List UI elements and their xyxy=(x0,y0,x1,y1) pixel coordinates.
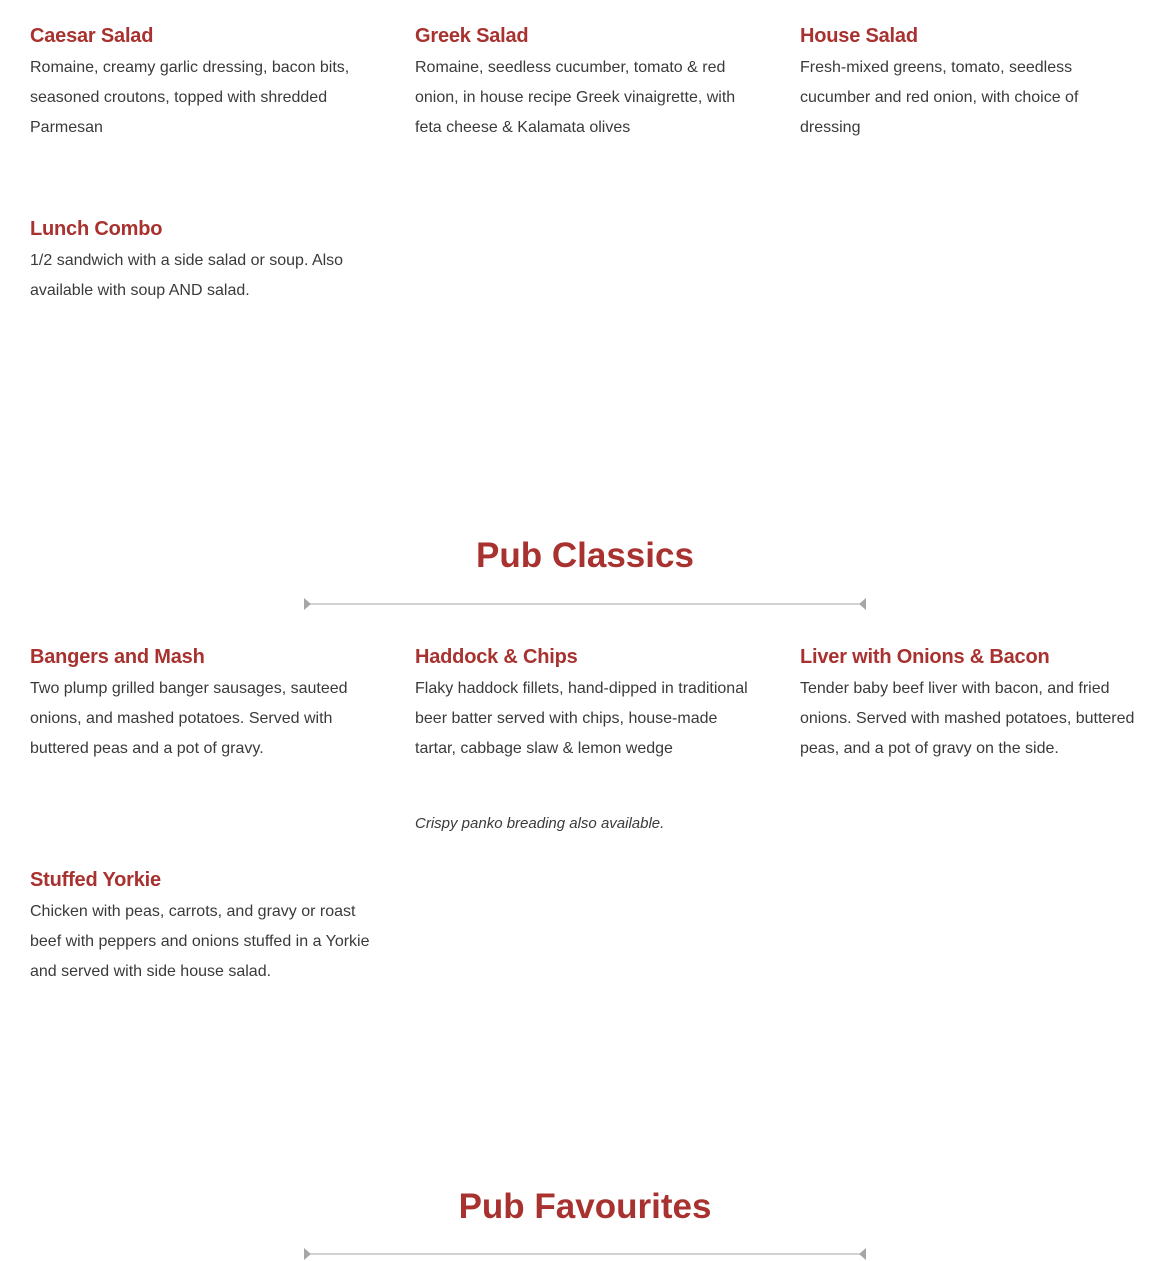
menu-item-bangers-and-mash xyxy=(30,644,370,764)
menu-item-stuffed-yorkie xyxy=(30,867,370,987)
menu-item-title: Haddock & Chips xyxy=(415,646,578,668)
section-title-pub-classics: Pub Classics xyxy=(476,536,694,575)
menu-item-title: Caesar Salad xyxy=(30,25,154,47)
menu-item-title: Lunch Combo xyxy=(30,218,163,240)
menu-item-description: Chicken with peas, carrots, and gravy or roast beef with peppers and onions stuffed in a Yorkie and served with side house salad. xyxy=(30,903,370,980)
menu-item-title: Liver with Onions & Bacon xyxy=(800,646,1050,668)
menu-item-description: Two plump grilled banger sausages, sauteed onions, and mashed potatoes. Served with buttered peas and a pot of gravy. xyxy=(30,680,348,757)
menu-item-description: Romaine, seedless cucumber, tomato & red onion, in house recipe Greek vinaigrette, with feta cheese & Kalamata olives xyxy=(415,59,736,136)
menu-item-haddock-and-chips xyxy=(415,644,755,764)
menu-item-house-salad xyxy=(800,23,1140,143)
menu-item-description: Fresh-mixed greens, tomato, seedless cucumber and red onion, with choice of dressing xyxy=(800,59,1079,136)
menu-item-title: Greek Salad xyxy=(415,25,529,47)
section-divider xyxy=(304,597,866,611)
menu-item-title: House Salad xyxy=(800,25,918,47)
menu-item-greek-salad xyxy=(415,23,755,143)
menu-item-lunch-combo xyxy=(30,216,370,306)
menu-item-description: 1/2 sandwich with a side salad or soup. Also available with soup AND salad. xyxy=(30,252,344,299)
menu-item-liver-onions-bacon xyxy=(800,644,1145,764)
menu-item-description: Flaky haddock fillets, hand-dipped in traditional beer batter served with chips, house-made tartar, cabbage slaw & lemon wedge xyxy=(415,680,748,757)
menu-item-note: Crispy panko breading also available. xyxy=(415,815,665,832)
menu-item-title: Stuffed Yorkie xyxy=(30,869,161,891)
menu-item-description: Romaine, creamy garlic dressing, bacon bits, seasoned croutons, topped with shredded Parmesan xyxy=(30,59,350,136)
section-title-pub-favourites: Pub Favourites xyxy=(458,1187,712,1226)
menu-item-title: Bangers and Mash xyxy=(30,646,205,668)
menu-item-caesar-salad xyxy=(30,23,370,143)
menu-item-description: Tender baby beef liver with bacon, and fried onions. Served with mashed potatoes, buttered peas, and a pot of gravy on the side. xyxy=(800,680,1135,757)
